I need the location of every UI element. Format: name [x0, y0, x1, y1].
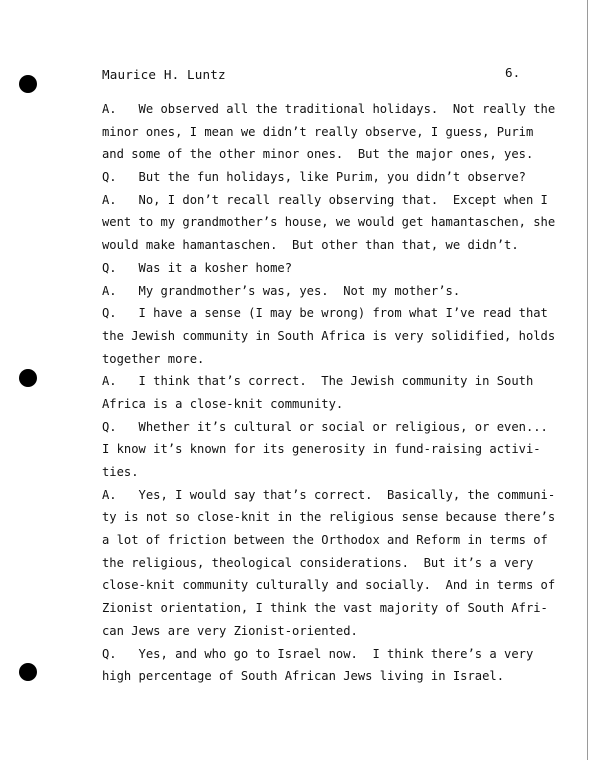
transcript-line: the Jewish community in South Africa is very solidified, holds: [102, 328, 556, 343]
punch-hole: [19, 369, 37, 387]
transcript-line: can Jews are very Zionist-oriented.: [102, 623, 358, 638]
transcript-line: Q. Was it a kosher home?: [102, 260, 293, 275]
transcript-line: Zionist orientation, I think the vast majority of South Afri-: [102, 601, 548, 616]
transcript-line: high percentage of South African Jews living in Israel.: [102, 669, 505, 684]
page-edge: [587, 0, 588, 760]
transcript-line: Q. I have a sense (I may be wrong) from what I’ve read that: [102, 306, 548, 321]
transcript-line: I know it’s known for its generosity in fund-raising activi-: [102, 442, 541, 457]
transcript-line: minor ones, I mean we didn’t really observe, I guess, Purim: [102, 124, 534, 139]
speaker-name-header: Maurice H. Luntz: [102, 67, 226, 82]
transcript-line: A. I think that’s correct. The Jewish community in South: [102, 374, 534, 389]
transcript-line: ties.: [102, 465, 139, 479]
page-number: 6.: [505, 65, 521, 80]
transcript-line: the religious, theological considerations. But it’s a very: [102, 555, 534, 570]
transcript-line: a lot of friction between the Orthodox and Reform in terms of: [102, 533, 548, 548]
transcript-line: A. We observed all the traditional holidays. Not really the: [102, 102, 556, 116]
transcript-line: A. Yes, I would say that’s correct. Basically, the communi-: [102, 487, 556, 502]
transcript-line: ty is not so close-knit in the religious sense because there’s: [102, 510, 556, 525]
transcript-line: Q. But the fun holidays, like Purim, you didn’t observe?: [102, 170, 526, 185]
punch-hole: [19, 663, 37, 681]
transcript-line: would make hamantaschen. But other than that, we didn’t.: [102, 238, 519, 253]
transcript-line: A. No, I don’t recall really observing that. Except when I: [102, 192, 548, 207]
transcript-line: Q. Yes, and who go to Israel now. I think there’s a very: [102, 646, 534, 661]
transcript-line: A. My grandmother’s was, yes. Not my mother’s.: [102, 283, 461, 298]
transcript-line: went to my grandmother’s house, we would get hamantaschen, she: [102, 215, 556, 230]
transcript-line: and some of the other minor ones. But the major ones, yes.: [102, 147, 534, 162]
punch-hole: [19, 75, 37, 93]
transcript-line: together more.: [102, 351, 205, 366]
transcript-body: [102, 98, 556, 688]
transcript-line: Q. Whether it’s cultural or social or religious, or even...: [102, 419, 548, 434]
transcript-line: Africa is a close-knit community.: [102, 396, 344, 411]
transcript-line: close-knit community culturally and socially. And in terms of: [102, 578, 556, 593]
